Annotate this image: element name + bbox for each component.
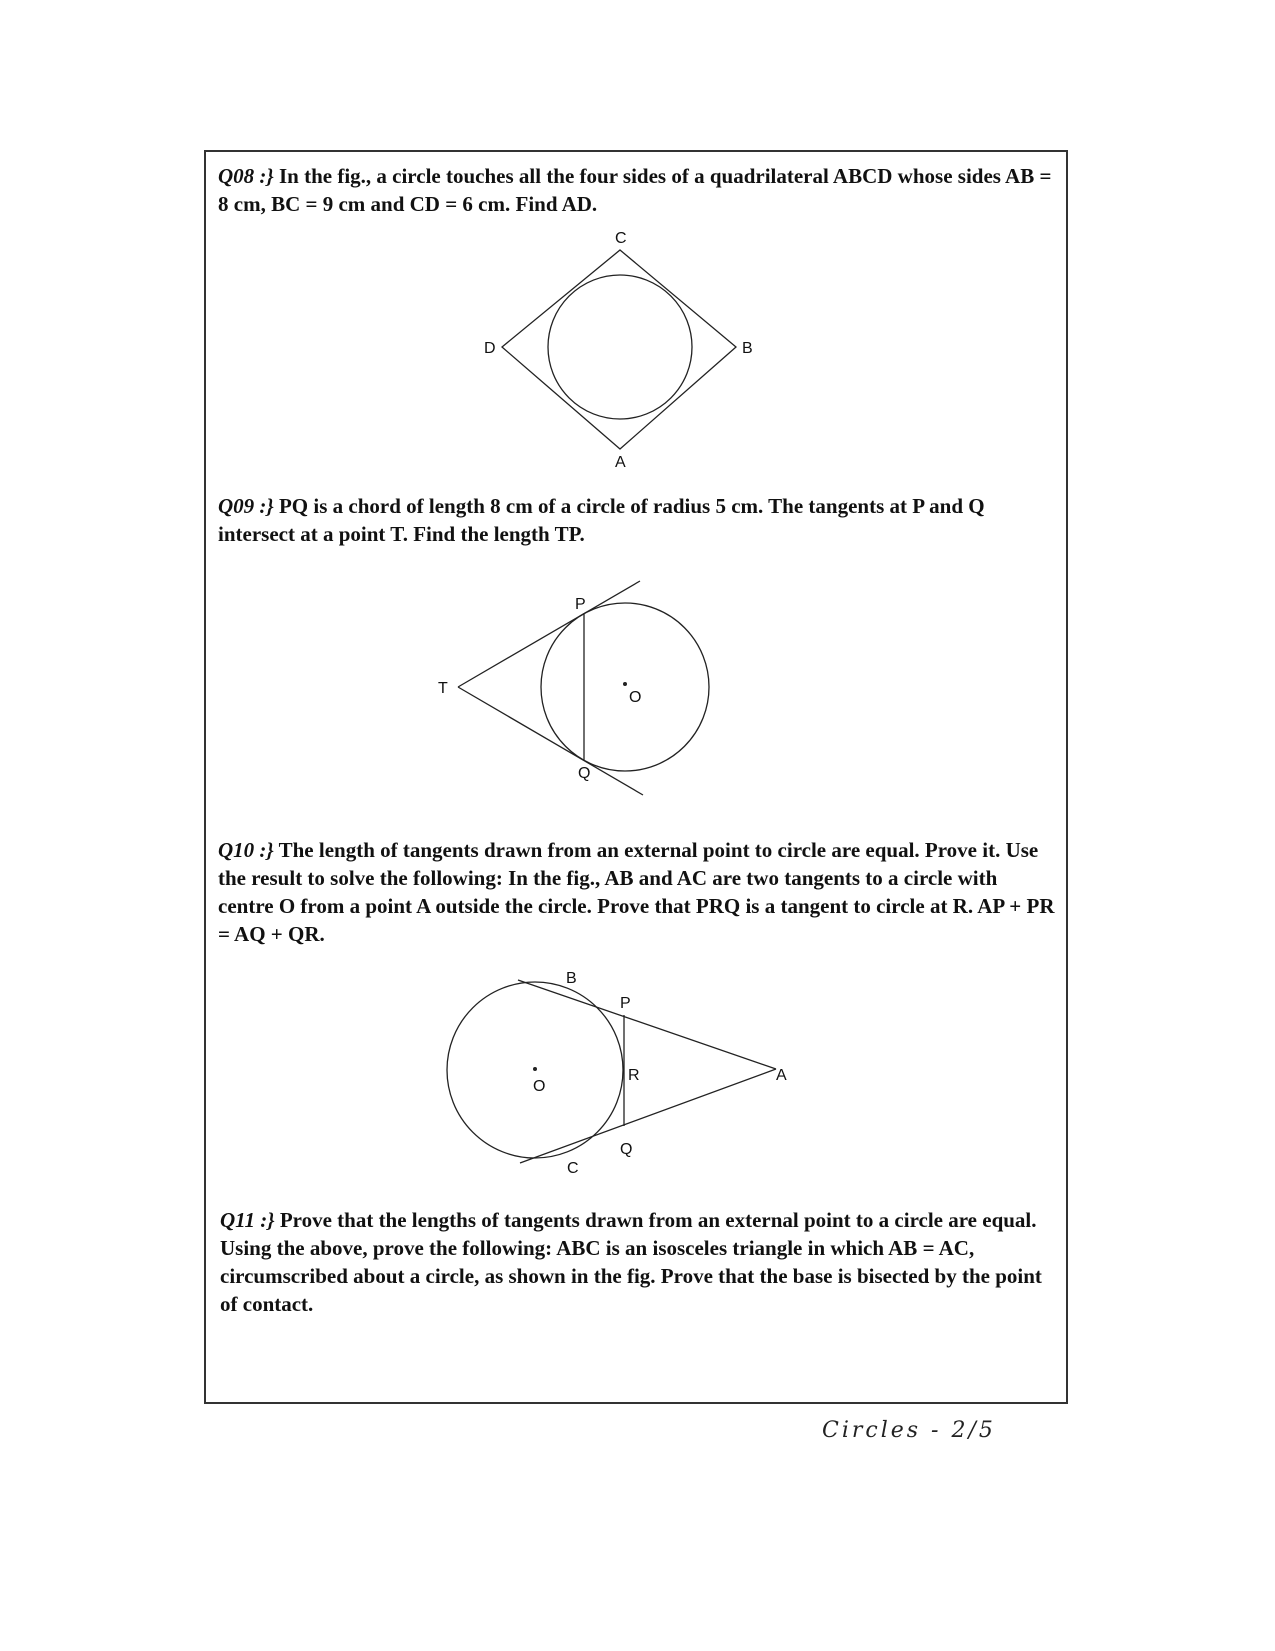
- question-text: PQ is a chord of length 8 cm of a circle of radius 5 cm. The tangents at P and Q intersect at a point T. Find the length TP.: [218, 494, 985, 546]
- figure-q10-tangents: [440, 966, 820, 1176]
- handwritten-page-label: Circles - 2/5: [822, 1418, 996, 1443]
- center-point: [623, 682, 627, 686]
- label-o: O: [629, 689, 642, 706]
- question-text: In the fig., a circle touches all the four sides of a quadrilateral ABCD whose sides AB = 8 cm, BC = 9 cm and CD = 6 cm. Find AD.: [218, 164, 1052, 216]
- label-p: P: [575, 596, 586, 613]
- label-p: P: [620, 995, 631, 1012]
- question-q09: [218, 492, 1058, 548]
- question-text: Prove that the lengths of tangents drawn from an external point to a circle are equal. Using the above, prove the following: ABC is an isosceles triangle in which AB = AC, circumscribed about a circle, as shown in the fig. Prove that the base is bisected by the point of contact.: [220, 1208, 1042, 1316]
- tangent-tq: [458, 687, 643, 795]
- circle: [541, 603, 709, 771]
- incircle: [548, 275, 692, 419]
- center-point: [533, 1067, 537, 1071]
- tangent-tp: [458, 581, 640, 687]
- figure-q08-quadrilateral: [480, 228, 760, 468]
- label-c: C: [567, 1160, 579, 1176]
- label-q: Q: [620, 1141, 633, 1158]
- label-b: B: [742, 340, 753, 357]
- question-text: The length of tangents drawn from an external point to circle are equal. Prove it. Use the result to solve the following: In the fig., AB and AC are two tangents to a circle with centre O from a point A outside the circle. Prove that PRQ is a tangent to circle at R. AP + PR = AQ + QR.: [218, 838, 1055, 946]
- question-q08: [218, 162, 1058, 218]
- label-c: C: [615, 230, 627, 247]
- label-a: A: [615, 454, 626, 468]
- tangent-ac: [520, 1069, 776, 1163]
- label-r: R: [628, 1067, 640, 1084]
- question-number: Q08 :}: [218, 164, 274, 188]
- question-q10: [218, 836, 1058, 948]
- label-q: Q: [578, 765, 591, 782]
- label-d: D: [484, 340, 496, 357]
- tangent-ab: [518, 980, 776, 1069]
- label-a: A: [776, 1067, 787, 1084]
- figure-q09-tangents: [430, 576, 730, 801]
- label-o: O: [533, 1078, 546, 1095]
- question-number: Q10 :}: [218, 838, 274, 862]
- question-q11: [220, 1206, 1060, 1318]
- label-t: T: [438, 680, 448, 697]
- question-number: Q11 :}: [220, 1208, 275, 1232]
- label-b: B: [566, 970, 577, 987]
- question-number: Q09 :}: [218, 494, 274, 518]
